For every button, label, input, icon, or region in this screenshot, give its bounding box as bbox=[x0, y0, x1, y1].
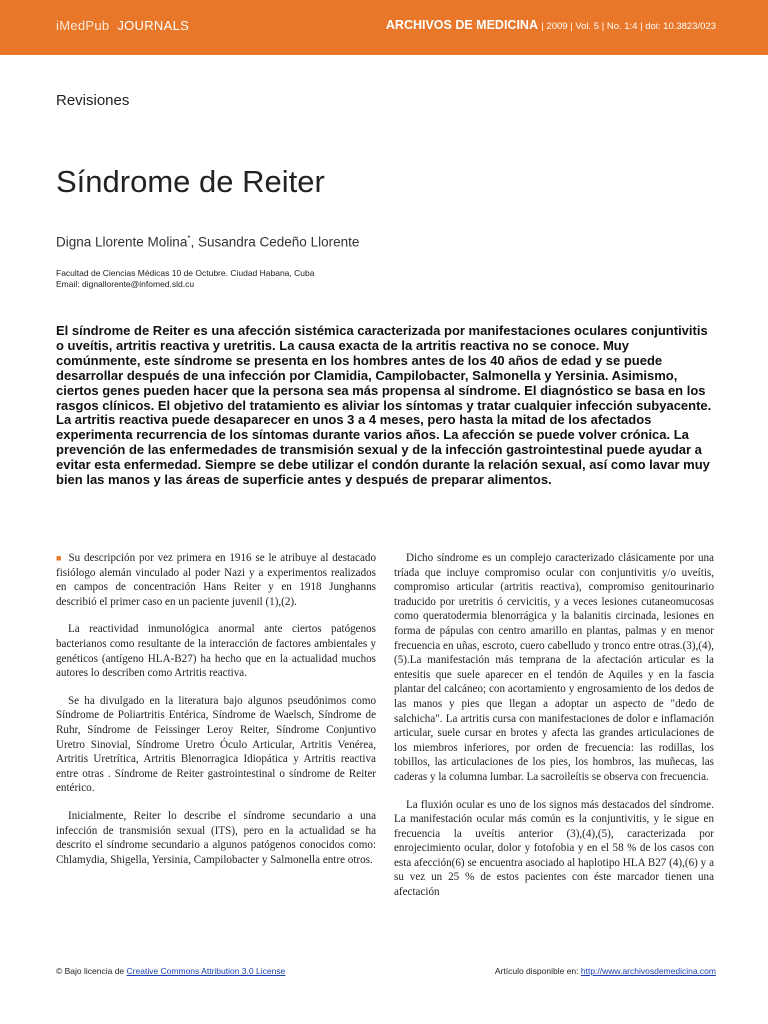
author-name: Digna Llorente Molina bbox=[56, 234, 188, 250]
publisher-name: iMedPub bbox=[56, 18, 110, 33]
author-name: Susandra Cedeño Llorente bbox=[197, 234, 360, 250]
body-paragraph: Se ha divulgado en la literatura bajo algunos pseudónimos como Síndrome de Poliartritis Entérica, Síndrome de Waelsch, Síndrome de Ruhr, Síndrome de Feissinger Leroy Reiter, Síndrome Conjuntivo Uretro Sinovial, Síndrome Uretro Óculo Articular, Artritis Venérea, Artritis Uretrítica, Artritis Blenorragica Idiopática y Artritis reactiva entre otras . Síndrome de Reiter gastrointestinal o síndrome de Reiter entérico. bbox=[56, 694, 376, 795]
publisher-brand bbox=[56, 18, 189, 33]
affiliation: Facultad de Ciencias Médicas 10 de Octubre. Ciudad Habana, Cuba bbox=[56, 268, 315, 278]
license-link[interactable]: Creative Commons Attribution 3.0 License bbox=[126, 966, 286, 976]
journal-info bbox=[386, 18, 716, 32]
body-paragraph: Dicho síndrome es un complejo caracterizado clásicamente por una tríada que incluye compromiso ocular con conjuntivitis y/o uveítis, compromiso articular (artritis reactiva), compromiso genitourinario traducido por uretritis ó cervicitis, y a veces lesiones cutaneomucosas como queratodermia blenorrágica y la balanitis circinada, lesiones en forma de pápulas con centro amarillo en plantas, palmas y en menor frecuencia en uñas, escroto, cuero cabelludo y tronco entre otras.(3),(4),(5).La manifestación más temprana de la afectación articular es la entesitis que suele aparecer en el tendón de Aquiles y en la fascia plantar del calcáneo; con acortamiento y engrosamiento de los dedos de las manos y pies que llegan a adoptar un aspecto de "dedo de salchicha". La artritis cursa con manifestaciones de dolor e inflamación articular, suele cursar en brotes y afecta las grandes articulaciones de los miembros inferiores, por orden de frecuencia: las rodillas, los tobillos, las articulaciones de los pies, los hombros, las muñecas, las caderas y la columna lumbar. La sacroileítis se observa con frecuencia. bbox=[394, 552, 714, 783]
author-separator: , bbox=[190, 234, 198, 250]
body-paragraph: Inicialmente, Reiter lo describe el síndrome secundario a una infección de transmisión sexual (ITS), pero en la actualidad se ha descrito el síndrome secundario a algunos patógenos conocidos como: Chlamydia, Shigella, Yersinia, Campilobacter y Salmonella entre otros. bbox=[56, 809, 376, 866]
affiliation-block bbox=[56, 268, 314, 290]
journal-name: ARCHIVOS DE MEDICINA bbox=[385, 18, 538, 32]
author-email: Email: dignallorente@infomed.sld.cu bbox=[56, 279, 195, 289]
license-prefix: © Bajo licencia de bbox=[56, 966, 127, 976]
journal-meta: | 2009 | Vol. 5 | No. 1:4 | doi: 10.3823/023 bbox=[541, 21, 716, 32]
availability-notice bbox=[495, 966, 716, 976]
body-column-left bbox=[56, 551, 376, 880]
body-paragraph bbox=[56, 551, 376, 609]
body-column-right bbox=[394, 551, 714, 913]
license-notice bbox=[56, 966, 285, 976]
body-paragraph: La reactividad inmunológica anormal ante ciertos patógenos bacterianos como resultante de la interacción de factores ambientales y genéticos (antígeno HLA-B27) ha hecho que en la actualidad muchos autores lo describen como Artritis reactiva. bbox=[56, 623, 376, 680]
journal-website-link[interactable]: http://www.archivosdemedicina.com bbox=[580, 966, 716, 976]
journal-header-bar bbox=[0, 0, 768, 55]
body-paragraph: La fluxión ocular es uno de los signos más destacados del síndrome. La manifestación ocular más común es la conjuntivitis, y le sigue en frecuencia la uveítis anterior (3),(4),(5), caracterizada por enrojecimiento ocular, dolor y fotofobia y en el 58 % de los casos con esta afección(6) se encuentra asociado al haplotipo HLA B27 (4),(6) y a su vez un 25 % de estos pacientes con éste marcador tienen una afectación bbox=[394, 798, 714, 899]
square-bullet-icon: ■ bbox=[56, 553, 63, 563]
abstract: El síndrome de Reiter es una afección sistémica caracterizada por manifestaciones oculares conjuntivitis o uveítis, artritis reactiva y uretritis. La causa exacta de la artritis reactiva no se conoce. Muy comúnmente, este síndrome se presenta en los hombres antes de los 40 años de edad y se puede desarrollar después de una infección por Clamidia, Campilobacter, Salmonella y Yersinia. Asimismo, ciertos genes pueden hacer que la persona sea más propensa al síndrome. El diagnóstico se basa en los rasgos clínicos. El objetivo del tratamiento es aliviar los síntomas y tratar cualquier infección subyacente. La artritis reactiva puede desaparecer en unos 3 a 4 meses, pero hasta la mitad de los afectados experimenta recurrencia de los síntomas durante varios años. La afección se puede volver crónica. La prevención de las enfermedades de transmisión sexual y de la infección gastrointestinal puede ayudar a evitar esta enfermedad. Siempre se debe utilizar el condón durante la relación sexual, así como lavar muy bien las manos y las áreas de superficie antes y después de preparar alimentos. bbox=[56, 323, 712, 488]
body-paragraph-text: Su descripción por vez primera en 1916 se le atribuye al destacado fisiólogo alemán vinculado al poder Nazi y a experimentos realizados en campos de concentración Hans Reiter y en 1918 Junghanns describió el primer caso en un paciente juvenil (1),(2). bbox=[56, 552, 376, 608]
article-title: Síndrome de Reiter bbox=[56, 164, 325, 199]
publisher-journals-label: JOURNALS bbox=[117, 18, 190, 33]
author-list bbox=[56, 234, 359, 250]
corresponding-author-mark: * bbox=[187, 234, 191, 243]
section-label: Revisiones bbox=[56, 92, 130, 109]
availability-prefix: Artículo disponible en: bbox=[494, 966, 581, 976]
